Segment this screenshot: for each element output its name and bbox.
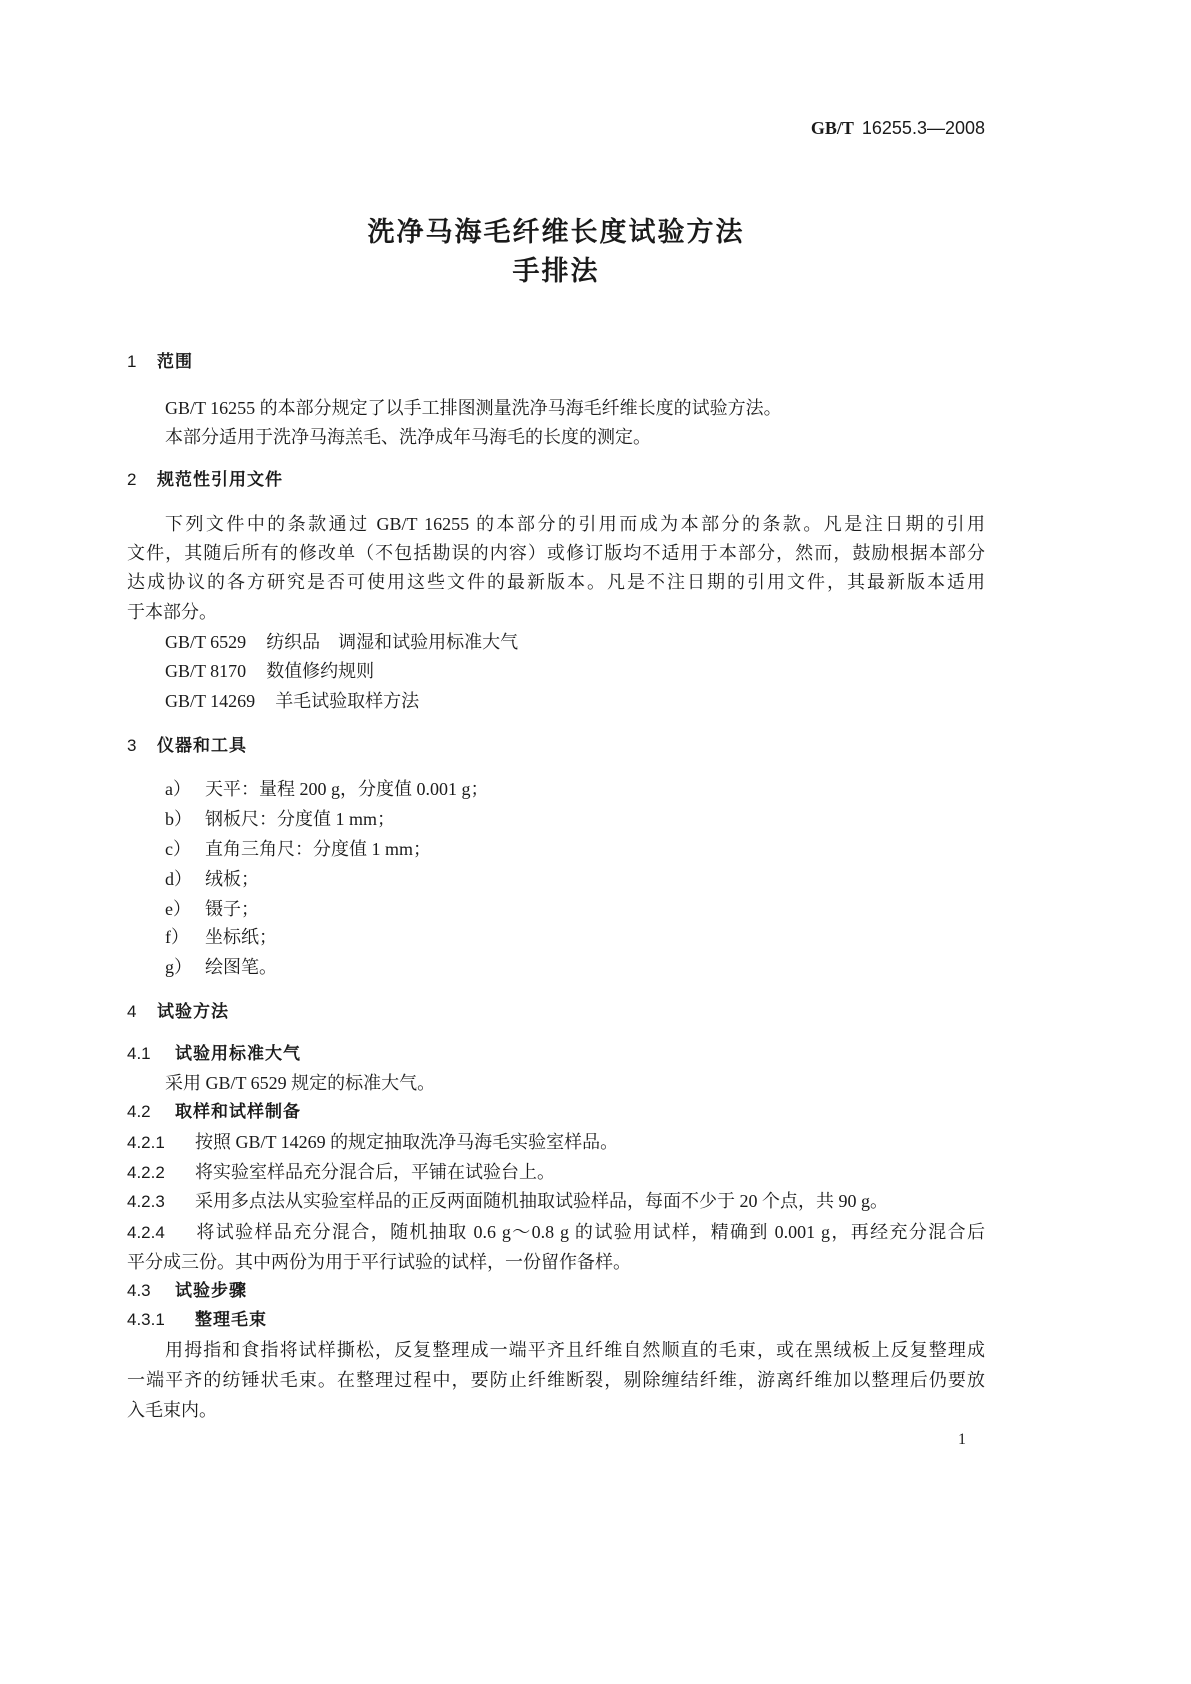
paragraph-line: 于本部分。: [127, 602, 217, 622]
clause-text: 将实验室样品充分混合后，平铺在试验台上。: [195, 1162, 555, 1182]
list-item: [165, 864, 259, 894]
reference-code: GB/T 8170: [165, 661, 247, 681]
section-2-heading: [127, 465, 283, 495]
clause-number: 4.3.1: [127, 1310, 165, 1329]
list-item-label: d）: [165, 869, 192, 889]
paragraph-line: 一端平齐的纺锤状毛束。在整理过程中，要防止纤维断裂，剔除缠结纤维，游离纤维加以整理后仍要放: [127, 1370, 985, 1390]
section-number: 2: [127, 470, 137, 489]
clause-number: 4.2.2: [127, 1163, 165, 1182]
document-subtitle: 手排法: [512, 256, 600, 286]
standard-code: [811, 113, 985, 143]
paragraph-line: 文件，其随后所有的修改单（不包括勘误的内容）或修订版均不适用于本部分，然而，鼓励根据本部分: [127, 543, 985, 563]
clause-4-3-1-heading: [127, 1305, 267, 1335]
paragraph-line: 达成协议的各方研究是否可使用这些文件的最新版本。凡是不注日期的引用文件，其最新版本适用: [127, 572, 985, 592]
paragraph-line: 用拇指和食指将试样撕松，反复整理成一端平齐且纤维自然顺直的毛束，或在黑绒板上反复整理成: [165, 1340, 985, 1360]
subsection-number: 4.3: [127, 1281, 151, 1300]
list-item: [165, 774, 489, 804]
subsection-4-3-heading: [127, 1276, 247, 1306]
list-item: [165, 894, 259, 924]
reference-item: [165, 686, 419, 716]
section-number: 4: [127, 1002, 137, 1021]
document-title: 洗净马海毛纤维长度试验方法: [367, 217, 745, 247]
reference-code: GB/T 14269: [165, 691, 256, 711]
subsection-number: 4.1: [127, 1044, 151, 1063]
clause-4-2-1: [127, 1127, 618, 1157]
list-item: [165, 922, 277, 952]
paragraph-line: 下列文件中的条款通过 GB/T 16255 的本部分的引用而成为本部分的条款。凡是注日期的引用: [165, 514, 985, 534]
clause-text: 按照 GB/T 14269 的规定抽取洗净马海毛实验室样品。: [195, 1132, 619, 1152]
section-1-heading: [127, 347, 193, 377]
paragraph-line: 采用 GB/T 6529 规定的标准大气。: [165, 1073, 436, 1093]
subsection-number: 4.2: [127, 1102, 151, 1121]
reference-title: 羊毛试验取样方法: [275, 691, 420, 711]
subsection-4-2-heading: [127, 1097, 301, 1127]
paragraph-line: GB/T 16255 的本部分规定了以手工排图测量洗净马海毛纤维长度的试验方法。: [165, 398, 782, 418]
reference-title: 纺织品 调湿和试验用标准大气: [266, 632, 519, 652]
clause-number: 4.2.3: [127, 1192, 165, 1211]
list-item-label: b）: [165, 809, 192, 829]
list-item-label: c）: [165, 839, 191, 859]
list-item-text: 钢板尺：分度值 1 mm；: [205, 809, 396, 829]
subsection-4-1-heading: [127, 1039, 301, 1069]
clause-4-2-4: [127, 1217, 985, 1247]
standard-code-prefix: GB/T: [810, 118, 854, 138]
list-item-text: 天平：量程 200 g，分度值 0.001 g；: [205, 779, 489, 799]
section-title: 规范性引用文件: [157, 470, 283, 489]
subsection-title: 试验步骤: [175, 1281, 247, 1300]
section-title: 范围: [157, 352, 193, 371]
standard-code-number: 16255.3—2008: [861, 118, 985, 138]
reference-item: [165, 627, 518, 657]
section-title: 试验方法: [157, 1002, 229, 1021]
reference-title: 数值修约规则: [266, 661, 375, 681]
list-item-text: 绘图笔。: [205, 957, 277, 977]
paragraph-line: 平分成三份。其中两份为用于平行试验的试样，一份留作备样。: [127, 1252, 631, 1272]
subsection-title: 取样和试样制备: [175, 1102, 301, 1121]
clause-4-2-2: [127, 1157, 555, 1187]
list-item: [165, 834, 431, 864]
list-item-label: a）: [165, 779, 191, 799]
list-item-text: 坐标纸；: [205, 927, 277, 947]
list-item-text: 直角三角尺：分度值 1 mm；: [205, 839, 432, 859]
section-title: 仪器和工具: [157, 736, 247, 755]
list-item-text: 镊子；: [205, 899, 259, 919]
list-item: [165, 952, 277, 982]
list-item-label: g）: [165, 957, 192, 977]
section-4-heading: [127, 997, 229, 1027]
page-number: 1: [958, 1431, 966, 1448]
subsection-title: 试验用标准大气: [175, 1044, 301, 1063]
list-item: [165, 804, 395, 834]
section-3-heading: [127, 731, 247, 761]
clause-number: 4.2.1: [127, 1133, 165, 1152]
reference-item: [165, 656, 374, 686]
list-item-text: 绒板；: [205, 869, 259, 889]
list-item-label: f）: [165, 927, 189, 947]
clause-title: 整理毛束: [195, 1310, 267, 1329]
section-number: 1: [127, 352, 137, 371]
section-number: 3: [127, 736, 137, 755]
clause-text: 将试验样品充分混合，随机抽取 0.6 g～0.8 g 的试验用试样，精确到 0.001 g，再经充分混合后: [195, 1222, 985, 1242]
clause-number: 4.2.4: [127, 1223, 165, 1242]
paragraph-line: 本部分适用于洗净马海羔毛、洗净成年马海毛的长度的测定。: [165, 427, 651, 447]
clause-4-2-3: [127, 1186, 888, 1216]
list-item-label: e）: [165, 899, 191, 919]
clause-text: 采用多点法从实验室样品的正反两面随机抽取试验样品，每面不少于 20 个点，共 90 g。: [195, 1191, 888, 1211]
paragraph-line: 入毛束内。: [127, 1400, 217, 1420]
reference-code: GB/T 6529: [165, 632, 247, 652]
